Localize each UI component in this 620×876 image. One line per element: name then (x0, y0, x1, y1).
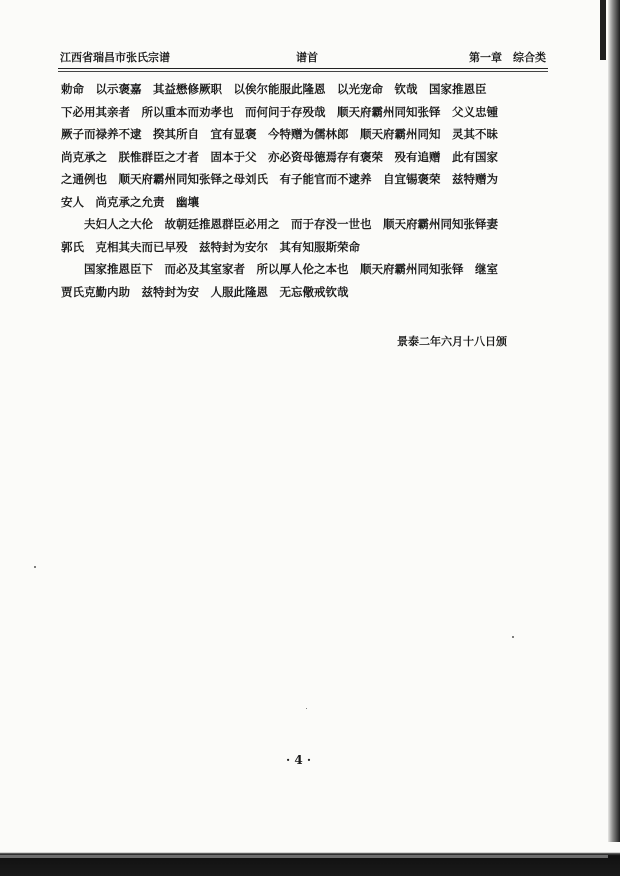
scan-speck (306, 708, 307, 709)
text-line: 郭氏 克相其夫而已早殁 兹特封为安尔 其有知服斯荣命 (61, 239, 360, 254)
text-line-paragraph-start: 国家推恩臣下 而必及其室家者 所以厚人伦之本也 顺天府霸州同知张铎 继室 (84, 262, 498, 276)
book-edge-bottom-line (0, 855, 608, 858)
header-book-title: 江西省瑞昌市张氏宗谱 (60, 51, 170, 64)
text-line: 安人 尚克承之允责 幽壤 (61, 194, 199, 209)
text-line: 下必用其亲者 所以重本而劝孝也 而何问于存殁哉 顺天府霸州同知张铎 父义忠锺 (61, 104, 498, 119)
book-edge-bottom (0, 842, 620, 876)
header-rule-thin (58, 71, 548, 72)
header-rule-thick (58, 68, 548, 69)
text-line-paragraph-start: 夫妇人之大伦 故朝廷推恩群臣必用之 而于存没一世也 顺天府霸州同知张铎妻 (84, 217, 498, 231)
scan-speck (512, 636, 514, 638)
header-section: 谱首 (296, 51, 318, 64)
text-line: 厥子而禄养不逮 揆其所自 宜有显褒 今特赠为儒林郎 顺天府霸州同知 灵其不昧 (61, 127, 498, 141)
page-number: · 4 · (286, 753, 312, 767)
scan-speck (34, 566, 36, 568)
text-line: 之通例也 顺天府霸州同知张铎之母刘氏 有子能官而不逮养 自宜锡褒荣 兹特赠为 (61, 172, 498, 186)
text-line: 贾氏克勤内助 兹特封为安 人服此隆恩 无忘儆戒钦哉 (61, 284, 349, 299)
running-header (60, 50, 546, 66)
header-chapter: 第一章 综合类 (469, 51, 546, 64)
text-line: 勅命 以示褒嘉 其益懋修厥职 以俟尔能服此隆恩 以光宠命 钦哉 国家推恩臣 (61, 82, 487, 96)
book-edge-mark (600, 0, 606, 60)
body-text (61, 78, 551, 303)
text-line: 尚克承之 朕惟群臣之才者 固本于父 亦必资母德焉存有褒荣 殁有追赠 此有国家 (61, 149, 498, 164)
issue-date: 景泰二年六月十八日颁 (397, 335, 507, 348)
book-edge-right (608, 0, 620, 876)
